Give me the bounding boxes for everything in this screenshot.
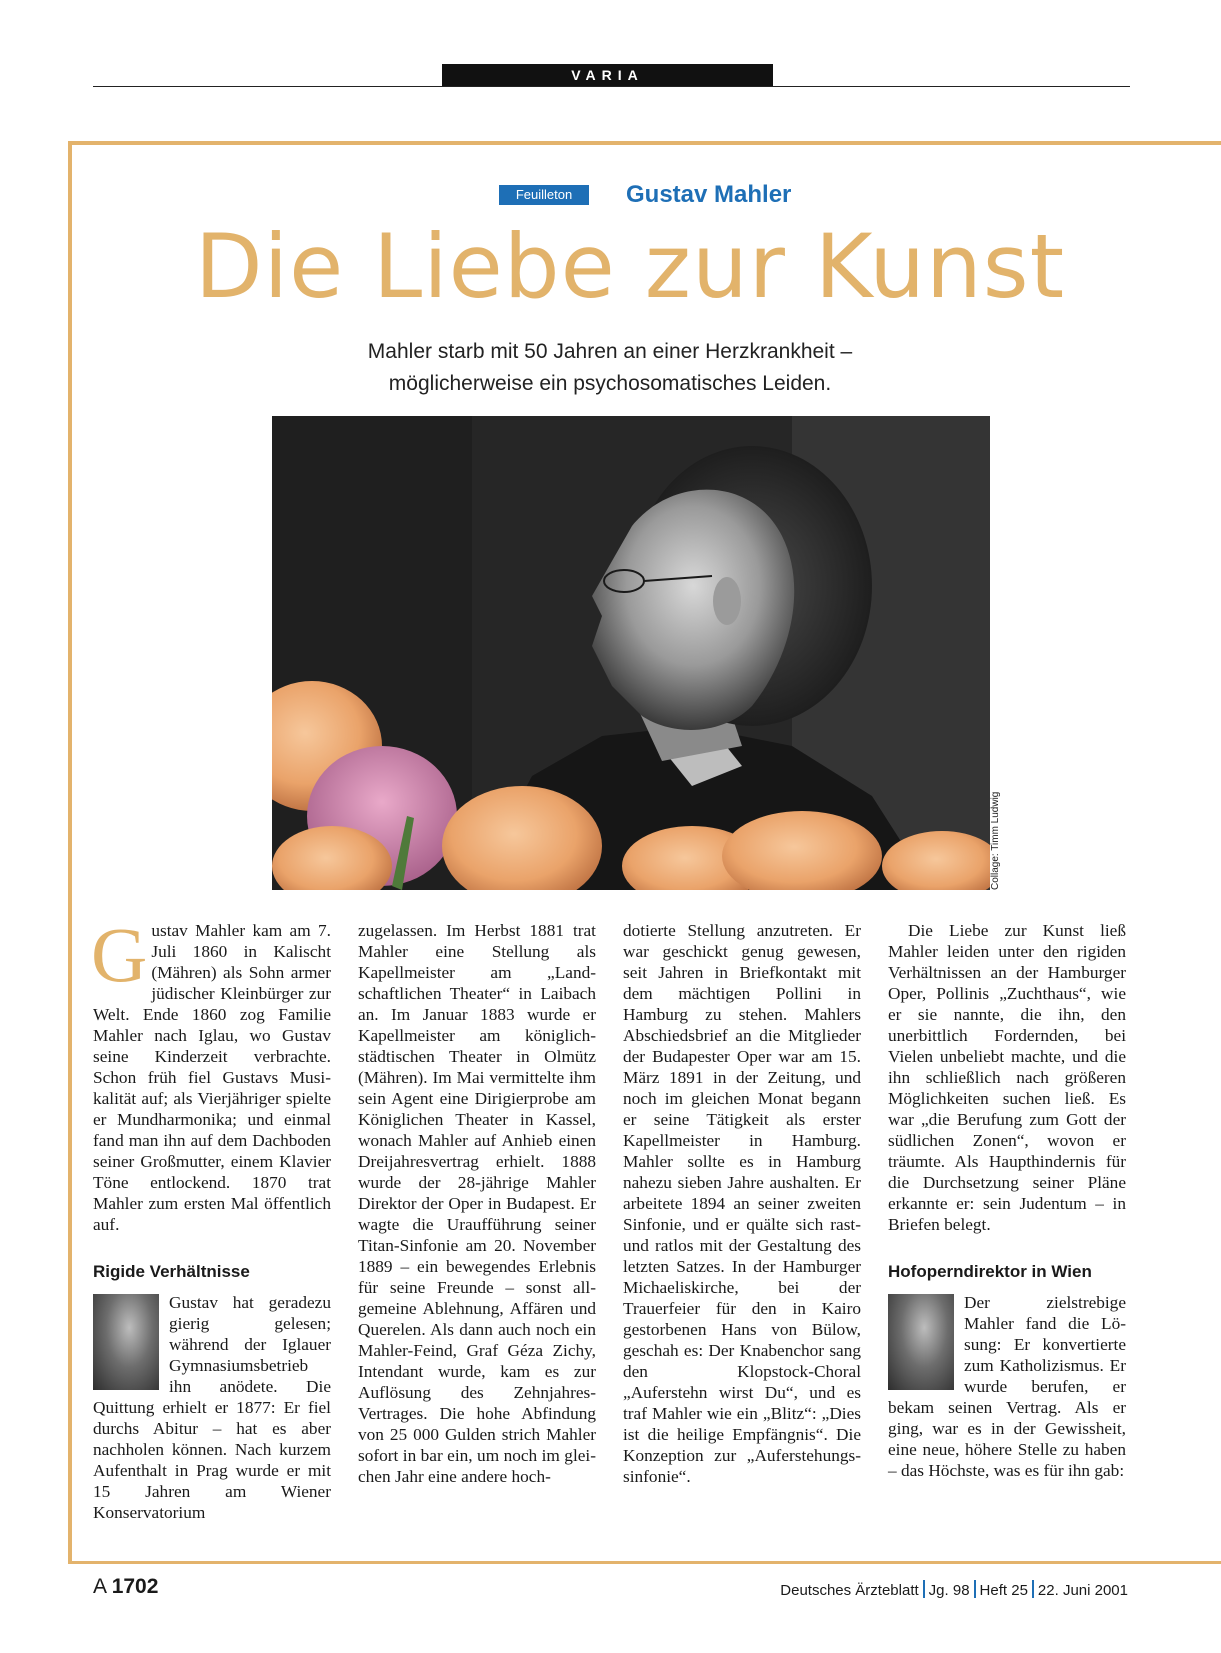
paragraph-text: ustav Mahler kam am 7. Juli 1860 in Kalischt (Mähren) als Sohn armer jüdischer Kleinbürger zur Welt. Ende 1860 zog Familie Mahler nach Iglau, wo Gustav seine Kinderzeit verbrachte. Schon früh fiel Gustavs Musikalität auf; als Vierjähriger spielte er Mundharmonika; und einmal fand man ihn auf dem Dachboden seiner Großmutter, einem Klavier Töne entlockend. 1870 trat Mahler zum ersten Mal öffentlich auf.: [93, 921, 331, 1234]
deck-line-1: Mahler starb mit 50 Jahren an einer Herzkrankheit –: [367, 340, 853, 363]
subheading: Hofoperndirektor in Wien: [888, 1262, 1092, 1281]
paragraph-text: dotierte Stellung anzutreten. Er war geschickt genug gewesen, seit Jahren in Briefkontakt mit dem mächtigen Pollini in Hamburg zu stehen. Mahlers Abschiedsbrief an die Mitglieder der Budapester Oper war am 15. März 1891 in der Zeitung, und noch im gleichen Monat begann er seine Tätigkeit als erster Kapellmeister in Hamburg. Mahler sollte es in Hamburg nahezu sieben Jahre aushalten. Er arbeitete 1894 an seiner zweiten Sinfonie, und er quälte sich rast- und ratlos mit der Gestaltung des letzten Satzes. In der Hamburger Michaeliskirche, bei der Trauerfeier für den in Kairo gestorbenen Hans von Bülow, geschah es: Der Knabenchor sang den Klopstock-Choral „Auferstehn wirst Du“, und es traf Mahler wie ein „Blitz“: „Dies ist die heilige Empfängnis“. Die Konzeption zur „Auferstehungssinfonie“.: [623, 921, 861, 1486]
portrait-thumbnail: [93, 1294, 159, 1390]
photo-credit: Collage: Timm Ludwig: [990, 791, 1001, 890]
paragraph: [91, 911, 331, 1235]
footer-separator: [974, 1580, 976, 1598]
journal-issue: Heft 25: [979, 1582, 1028, 1599]
journal-date: 22. Juni 2001: [1037, 1582, 1128, 1599]
portrait-thumbnail: [888, 1294, 954, 1390]
page-folio: [93, 1575, 158, 1599]
text-column-2: [358, 920, 596, 1487]
journal-volume: Jg. 98: [928, 1582, 970, 1599]
page-number: 1702: [111, 1575, 159, 1598]
portrait-collage-photo: [272, 416, 990, 890]
article-deck: [300, 336, 920, 400]
article-headline: Die Liebe zur Kunst: [194, 215, 1066, 318]
section-tag: VARIA: [442, 64, 773, 86]
portrait-collage-illustration: [272, 416, 990, 890]
frame-bottom-border: [68, 1561, 1221, 1564]
drop-cap: G: [91, 911, 148, 998]
paragraph-text: zugelassen. Im Herbst 1881 trat Mahler eine Stellung als Kapellmeister am „Landschaftlichen Theater“ in Laibach an. Im Januar 1883 wurde er Kapellmeister am königlich-städtischen Theater in Olmütz (Mähren). Im Mai vermittelte ihm sein Agent eine Dirigierprobe am Königlichen Theater in Kassel, wonach Mahler auf Anhieb einen Dreijahresvertrag erhielt. 1888 wurde der 28-jährige Mahler Direktor der Oper in Budapest. Er wagte die Uraufführung seiner Titan-Sinfonie am 20. November 1889 – ein bewegendes Erlebnis für seine Freunde – sonst allgemeine Ablehnung, Affären und Querelen. Als dann auch noch ein Mahler-Feind, Graf Géza Zichy, Intendant wurde, kam es zur Auflösung des Zehnjahres-Vertrages. Die hohe Abfindung von 25 000 Gulden strich Mahler sofort in bar ein, um noch im gleichen Jahr eine andere hoch-: [358, 921, 596, 1486]
article-kicker: Gustav Mahler: [626, 181, 792, 208]
footer-separator: [923, 1580, 925, 1598]
category-badge: Feuilleton: [499, 185, 589, 205]
text-column-3: [623, 920, 861, 1487]
text-column-4: [888, 920, 1126, 1481]
footer-separator: [1032, 1580, 1034, 1598]
paragraph-text: Gustav hat geradezu gierig gelesen; während der Iglauer Gymnasiumsbetrieb ihn anödete. Die Quittung erhielt er 1877: Er fiel durchs Abitur – hat es aber nachholen können. Nach kurzem Aufenthalt in Prag wurde er mit 15 Jahren am Wiener Konservatorium: [93, 1293, 331, 1522]
page-prefix: A: [93, 1575, 106, 1598]
frame-top-border: [68, 141, 1221, 145]
subheading: Rigide Verhältnisse: [93, 1262, 250, 1281]
paragraph-text: Die Liebe zur Kunst ließ Mahler leiden unter den rigiden Verhältnissen an der Hamburger Oper, Pollinis „Zuchthaus“, wie er sie nannte, die ihn, den unerbittlich Fordernden, bei Vielen unbeliebt machte, und die ihn schließlich nach größeren Möglichkeiten suchen ließ. Es war „die Berufung zum Gott der südlichen Zonen“, wovon er träumte. Als Haupthindernis für die Durchsetzung seiner Pläne erkannte er: sein Judentum – in Briefen belegt.: [888, 921, 1126, 1234]
deck-line-2: möglicherweise ein psychosomatisches Leiden.: [388, 372, 832, 395]
paragraph-text: Der zielstrebige Mahler fand die Lösung: Er konvertierte zum Katholizismus. Er wurde berufen, er bekam seinen Vertrag. Als er ging, war es in der Gewissheit, eine neue, höhere Stelle zu haben – das Höchste, was es für ihn gab:: [888, 1293, 1126, 1480]
paragraph: [93, 1292, 331, 1523]
frame-left-border: [68, 141, 72, 1564]
journal-footer: [780, 1580, 1128, 1599]
paragraph: [888, 1292, 1126, 1481]
text-column-1: [91, 911, 331, 1523]
header-rule: [93, 86, 1130, 87]
journal-name: Deutsches Ärzteblatt: [780, 1582, 919, 1599]
